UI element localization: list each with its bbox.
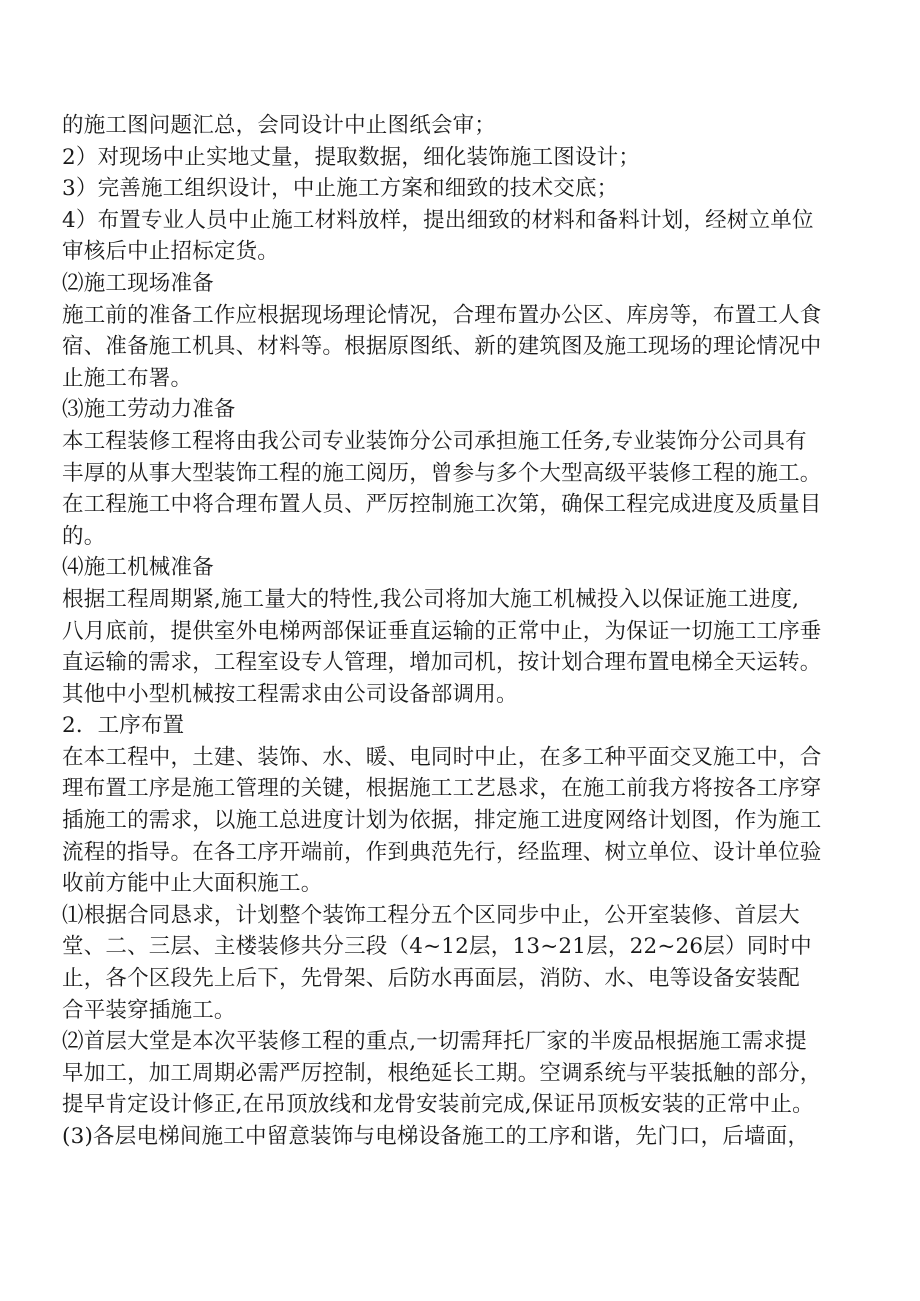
text-line: (3)各层电梯间施工中留意装饰与电梯设备施工的工序和谐，先门口，后墙面，	[62, 1124, 810, 1149]
text-line: 施工前的准备工作应根据现场理论情况，合理布置办公区、库房等，布置工人食	[62, 302, 822, 328]
text-line: ⑴根据合同恳求，计划整个装饰工程分五个区同步中止，公开室装修、首层大	[62, 902, 800, 928]
section-heading: ⑷施工机械准备	[62, 555, 214, 581]
section-heading: ⑵施工现场准备	[62, 270, 214, 296]
text-line: 早加工，加工周期必需严厉控制，根绝延长工期。空调系统与平装抵触的部分，	[62, 1060, 822, 1086]
text-line: 在本工程中，土建、装饰、水、暖、电同时中止，在多工种平面交叉施工中，合	[62, 744, 822, 770]
text-line: 合平装穿插施工。	[62, 997, 236, 1023]
text-line: 审核后中止招标定货。	[62, 239, 280, 265]
text-line: 止施工布署。	[62, 365, 193, 391]
document-body	[62, 110, 862, 1153]
text-line: 其他中小型机械按工程需求由公司设备部调用。	[62, 681, 518, 707]
text-line: 插施工的需求，以施工总进度计划为依据，排定施工进度网络计划图，作为施工	[62, 808, 822, 834]
text-line: 4）布置专业人员中止施工材料放样，提出细致的材料和备料计划，经树立单位	[62, 207, 814, 233]
text-line: 止，各个区段先上后下，先骨架、后防水再面层，消防、水、电等设备安装配	[62, 966, 800, 992]
text-line: 的施工图问题汇总，会同设计中止图纸会审；	[62, 113, 497, 138]
text-line: 直运输的需求，工程室设专人管理，增加司机，按计划合理布置电梯全天运转。	[62, 650, 822, 676]
section-heading: ⑶施工劳动力准备	[62, 397, 236, 423]
text-line: 本工程装修工程将由我公司专业装饰分公司承担施工任务,专业装饰分公司具有	[62, 428, 807, 454]
text-line: 的。	[62, 523, 106, 549]
text-line: 流程的指导。在各工序开端前，作到典范先行，经监理、树立单位、设计单位验	[62, 839, 822, 865]
text-line: 丰厚的从事大型装饰工程的施工阅历，曾参与多个大型高级平装修工程的施工。	[62, 460, 822, 486]
section-heading: 2．工序布置	[62, 713, 185, 739]
text-line: 宿、准备施工机具、材料等。根据原图纸、新的建筑图及施工现场的理论情况中	[62, 334, 822, 360]
text-line: 3）完善施工组织设计，中止施工方案和细致的技术交底；	[62, 176, 619, 202]
text-line: 提早肯定设计修正,在吊顶放线和龙骨安装前完成,保证吊顶板安装的正常中止。	[62, 1092, 814, 1118]
text-line: 根据工程周期紧,施工量大的特性,我公司将加大施工机械投入以保证施工进度,	[62, 586, 800, 612]
text-line: ⑵首层大堂是本次平装修工程的重点,一切需拜托厂家的半废品根据施工需求提	[62, 1029, 807, 1055]
text-line: 2）对现场中止实地丈量，提取数据，细化装饰施工图设计；	[62, 144, 641, 170]
text-line: 在工程施工中将合理布置人员、严厉控制施工次第，确保工程完成进度及质量目	[62, 492, 822, 518]
text-line: 堂、二、三层、主楼装修共分三段（4~12层，13~21层，22~26层）同时中	[62, 934, 812, 960]
text-line: 理布置工序是施工管理的关键，根据施工工艺恳求，在施工前我方将按各工序穿	[62, 776, 822, 802]
text-line: 八月底前，提供室外电梯两部保证垂直运输的正常中止，为保证一切施工工序垂	[62, 618, 822, 644]
text-line: 收前方能中止大面积施工。	[62, 871, 323, 897]
